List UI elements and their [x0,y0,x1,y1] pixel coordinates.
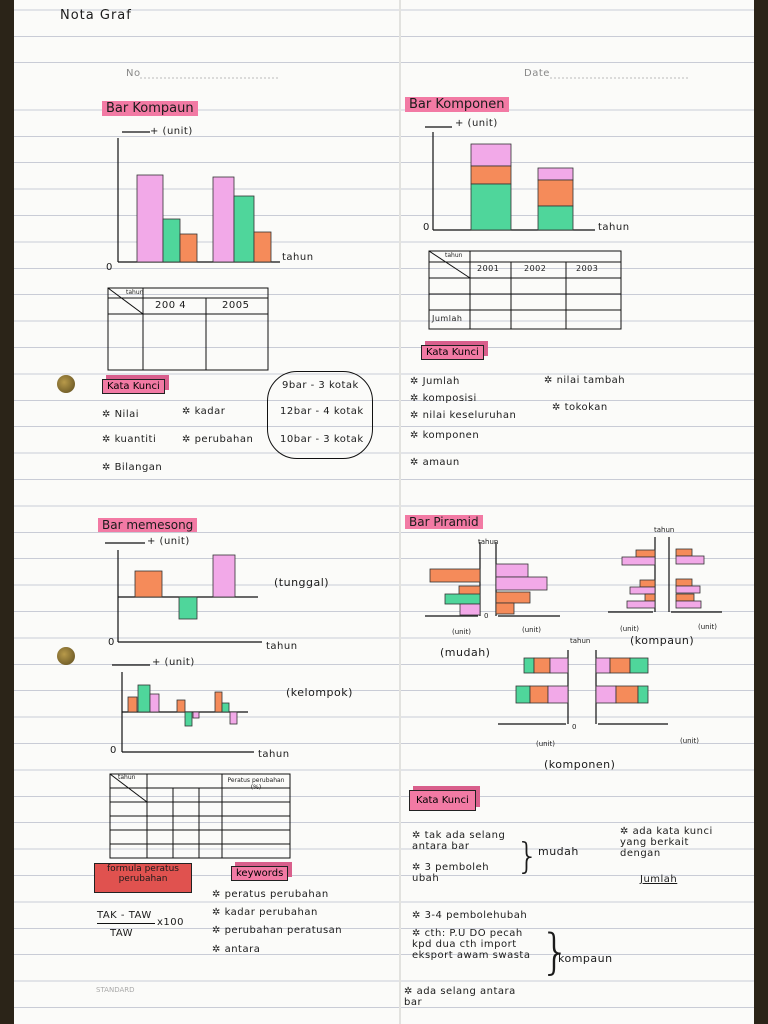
bar [471,184,511,230]
komponen-keywords-title: Kata Kunci [421,345,484,360]
keyword-item: ✲ ada selang antara bar [404,986,516,1008]
bar [137,175,163,262]
bar [222,703,229,712]
side-note: ✲ ada kata kunci yang berkait dengan [620,826,713,859]
bar [534,658,550,673]
bar [496,603,514,614]
bar [616,686,638,703]
piramid-mudah [425,542,560,616]
bar [138,685,150,712]
keyword-item: ✲ perubahan [182,434,254,445]
piramid-heading: Bar Piramid [405,515,483,529]
piramid-kompaun [608,537,722,612]
formula-multiplier: x100 [157,917,185,928]
formula-numerator: TAK - TAW [97,910,152,921]
bar [230,712,237,724]
piramid-unit-label: (unit) [698,623,718,631]
bar [496,564,528,577]
bar [234,196,254,262]
kompaun-keywords-title: Kata Kunci [102,379,165,394]
kompaun-y-label: + (unit) [150,126,193,137]
keyword-item: ✲ komponen [410,430,480,441]
bar [445,594,480,604]
kompaun-chart [108,132,280,370]
date-label: Date [524,68,550,79]
bar [548,686,568,703]
brace: } [516,836,539,877]
mencancang-tag-tunggal: (tunggal) [274,576,330,589]
mencancang-origin: 0 [110,745,117,756]
bar [538,180,573,206]
kompaun-x-label: tahun [282,252,314,263]
brace: } [540,924,571,980]
piramid-komponen [498,650,668,724]
keyword-item: ✲ nilai tambah [544,375,626,386]
bar [596,658,610,673]
bar [530,686,548,703]
bar [177,700,185,712]
side-note-emphasis: Jumlah [640,874,678,885]
bar [430,569,480,582]
keyword-item: ✲ cth: P.U DO pecah kpd dua cth import eksport awam swasta [412,928,531,961]
piramid-tahun-label: tahun [478,538,499,546]
bar [630,587,655,594]
piramid-tag-kompaun: (kompaun) [630,634,695,647]
bar [163,219,180,262]
bar [179,597,197,619]
piramid-tag-mudah: (mudah) [440,646,491,659]
keyword-item: ✲ Bilangan [102,462,163,473]
komponen-table-col: 2002 [524,264,547,273]
mencancang-chart-1 [105,543,262,642]
bar [180,234,197,262]
bar [471,166,511,184]
bar [676,601,701,608]
piramid-unit-label: (unit) [680,737,700,745]
mencancang-y-label: + (unit) [152,657,195,668]
piramid-zero: 0 [484,612,489,620]
rule-item: 9bar - 3 kotak [282,380,359,391]
keyword-item: ✲ komposisi [410,393,477,404]
bar [596,686,616,703]
keyword-item: ✲ Nilai [102,409,140,420]
bar [676,586,700,593]
bar [640,580,655,587]
bar [676,549,692,556]
piramid-unit-label: (unit) [522,626,542,634]
keyword-item: ✲ nilai keseluruhan [410,410,517,421]
bar [524,658,534,673]
bar [622,557,655,565]
bar [193,712,199,718]
bar [213,177,234,262]
bar [676,556,704,564]
piramid-unit-label: (unit) [452,628,472,636]
keyword-item: ✲ tokokan [552,402,608,413]
komponen-table-col: 2003 [576,264,599,273]
bar [496,592,530,603]
rule-item: 10bar - 3 kotak [280,434,364,445]
mencancang-keywords-title: keywords [231,866,288,881]
rule-item: 12bar - 4 kotak [280,406,364,417]
piramid-unit-label: (unit) [536,740,556,748]
bar [676,594,694,601]
komponen-chart [425,127,621,329]
keyword-item: ✲ Jumlah [410,376,460,387]
keyword-item: ✲ perubahan peratusan [212,925,343,936]
bar [550,658,568,673]
formula-divider [97,923,155,924]
keyword-item: ✲ kadar [182,406,226,417]
bar [538,206,573,230]
mencancang-chart-2 [110,665,290,858]
keyword-item: ✲ amaun [410,457,460,468]
page-title: Nota Graf [60,8,132,23]
komponen-table-col: 2001 [477,264,500,273]
no-label: No [126,68,141,79]
bar [516,686,530,703]
kompaun-table-corner: tahun [126,289,144,296]
mencancang-y-label: + (unit) [147,536,190,547]
keyword-item: ✲ antara [212,944,261,955]
bar [636,550,655,557]
bar [471,144,511,166]
bar [128,697,137,712]
komponen-heading: Bar Komponen [405,97,509,112]
mencancang-x-label: tahun [266,641,298,652]
keyword-item: ✲ kuantiti [102,434,157,445]
bar [627,601,655,608]
piramid-tag-komponen: (komponen) [544,758,616,771]
mencancang-table-last-col: Peratus perubahan (%) [227,777,285,791]
keyword-item: ✲ 3 pemboleh ubah [412,862,490,884]
bar [215,692,222,712]
piramid-tahun-label: tahun [570,637,591,645]
bar [538,168,573,180]
bar [676,579,692,586]
keyword-item: ✲ peratus perubahan [212,889,329,900]
kompaun-heading: Bar Kompaun [102,101,198,116]
piramid-keywords-title: Kata Kunci [409,790,476,811]
kompaun-origin: 0 [106,262,113,273]
kompaun-table-col: 200 4 [155,300,187,311]
komponen-x-label: tahun [598,222,630,233]
komponen-table-corner: tahun [445,252,463,259]
mencancang-x-label: tahun [258,749,290,760]
mencancang-table-corner: tahun [118,774,136,781]
bar [213,555,235,597]
komponen-table-footer: Jumlah [432,314,463,323]
keyword-item: ✲ 3-4 pembolehubah [412,910,528,921]
komponen-origin: 0 [423,222,430,233]
bar [645,594,655,601]
keyword-item: ✲ kadar perubahan [212,907,318,918]
bar [460,604,480,615]
bar [610,658,630,673]
formula-denominator: TAW [110,928,134,939]
komponen-y-label: + (unit) [455,118,498,129]
keyword-item: ✲ tak ada selang antara bar [412,830,506,852]
group-tag-mudah: mudah [538,845,579,858]
mencancang-origin: 0 [108,637,115,648]
bar [638,686,648,703]
mencancang-heading: Bar memesong [98,518,197,532]
bar [185,712,192,726]
bar [630,658,648,673]
footer-brand: STANDARD [96,986,135,994]
formula-title: formula peratus perubahan [94,863,192,893]
bar [496,577,547,590]
group-tag-kompaun: kompaun [558,952,613,965]
bar [254,232,271,262]
kompaun-table-col: 2005 [222,300,250,311]
piramid-tahun-label: tahun [654,526,675,534]
mencancang-tag-kelompok: (kelompok) [286,686,353,699]
piramid-unit-label: (unit) [620,625,640,633]
bar [150,694,159,712]
piramid-zero: 0 [572,723,577,731]
bar [135,571,162,597]
